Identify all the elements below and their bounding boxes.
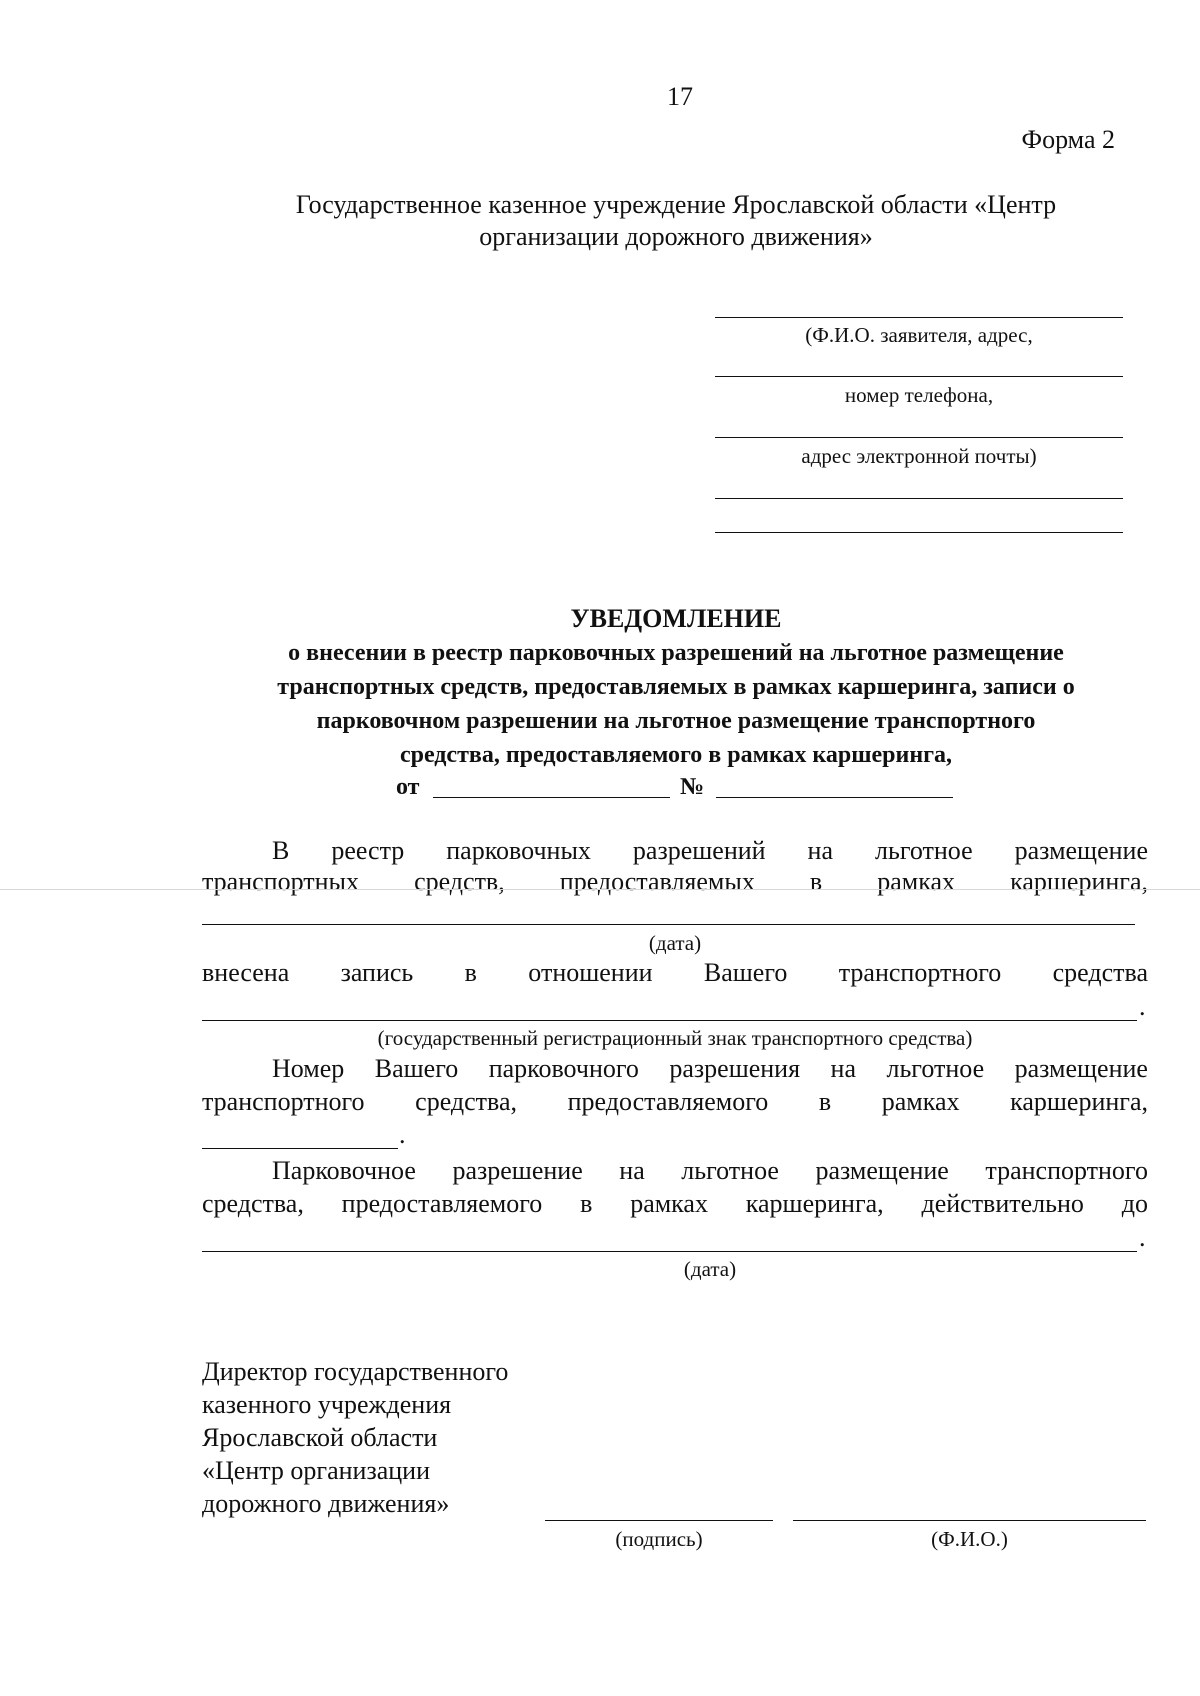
word: на (830, 1054, 856, 1083)
form-label: Форма 2 (1021, 125, 1115, 154)
word: парковочных (446, 836, 591, 865)
word: В (272, 836, 290, 865)
word: в (580, 1189, 593, 1218)
word: размещение (815, 1156, 949, 1185)
word: предоставляемого (567, 1087, 769, 1116)
org-header-line2: организации дорожного движения» (479, 222, 873, 251)
paragraph3-line2 (202, 1086, 1148, 1118)
applicant-label-name: (Ф.И.О. заявителя, адрес, (805, 323, 1033, 347)
notice-number-line[interactable] (716, 797, 953, 798)
paragraph4-line2 (202, 1188, 1148, 1220)
word: средства (1052, 958, 1148, 987)
paragraph1-line1 (272, 835, 1148, 867)
word: средства, (202, 1189, 304, 1218)
signature-label: (подпись) (615, 1527, 703, 1551)
word: на (807, 836, 834, 865)
paragraph1-line2 (202, 866, 1148, 898)
word: льготное (875, 836, 973, 865)
word: каршеринга, (745, 1189, 884, 1218)
signer-title-line5: дорожного движения» (202, 1489, 450, 1518)
entry-date-line[interactable] (202, 924, 1135, 925)
applicant-extra-line-1[interactable] (715, 498, 1123, 499)
notice-subtitle-line3: парковочном разрешении на льготное размещение транспортного (316, 708, 1036, 734)
permit-number-line[interactable] (202, 1148, 398, 1149)
word: каршеринга, (1010, 867, 1148, 896)
period-2: . (399, 1120, 406, 1149)
word: льготное (886, 1054, 985, 1083)
valid-until-date-label: (дата) (683, 1257, 737, 1281)
word: действительно (921, 1189, 1084, 1218)
word: отношении (528, 958, 653, 987)
word: внесена (202, 958, 290, 987)
entry-date-label: (дата) (648, 931, 702, 955)
word: транспортного (202, 1087, 365, 1116)
signer-title-line1: Директор государственного (202, 1357, 509, 1386)
word: каршеринга, (1010, 1087, 1148, 1116)
applicant-phone-line[interactable] (715, 376, 1123, 377)
notice-subtitle-line2: транспортных средств, предоставляемых в рамках каршеринга, записи о (277, 674, 1075, 700)
reg-sign-label: (государственный регистрационный знак транспортного средства) (377, 1026, 973, 1050)
valid-until-line[interactable] (202, 1251, 1137, 1252)
word: до (1121, 1189, 1148, 1218)
word: Вашего (374, 1054, 459, 1083)
word: Парковочное (272, 1156, 416, 1185)
word: льготное (681, 1156, 779, 1185)
word: разрешение (452, 1156, 583, 1185)
word: рамках (877, 867, 956, 896)
scan-artifact-line (0, 889, 1200, 890)
signer-name-label: (Ф.И.О.) (931, 1527, 1008, 1551)
word: размещение (1014, 836, 1148, 865)
period-1: . (1139, 992, 1146, 1021)
number-label: № (680, 774, 705, 800)
word: разрешения (669, 1054, 801, 1083)
word: рамках (630, 1189, 708, 1218)
word: средства, (415, 1087, 517, 1116)
signer-title-line4: «Центр организации (202, 1456, 430, 1485)
word: средств, (414, 867, 505, 896)
word: Номер (272, 1054, 345, 1083)
page-number: 17 (667, 82, 693, 111)
paragraph3-line1 (272, 1053, 1148, 1085)
paragraph4-line1 (272, 1155, 1148, 1187)
applicant-extra-line-2[interactable] (715, 532, 1123, 533)
applicant-label-email: адрес электронной почты) (801, 444, 1037, 468)
word: парковочного (488, 1054, 639, 1083)
word: реестр (331, 836, 405, 865)
notice-subtitle-line4: средства, предоставляемого в рамках каршеринга, (399, 742, 953, 768)
signer-title-line3: Ярославской области (202, 1423, 438, 1452)
word: в (464, 958, 477, 987)
applicant-name-line[interactable] (715, 317, 1123, 318)
word: предоставляемых (559, 867, 755, 896)
from-label: от (396, 774, 420, 800)
word: размещение (1014, 1054, 1148, 1083)
word: в (818, 1087, 832, 1116)
signer-title-line2: казенного учреждения (202, 1390, 452, 1419)
word: Вашего (703, 958, 788, 987)
paragraph2-line1 (202, 957, 1148, 989)
applicant-email-line[interactable] (715, 437, 1123, 438)
word: разрешений (632, 836, 766, 865)
word: запись (340, 958, 414, 987)
word: транспортных (202, 867, 359, 896)
org-header-line1: Государственное казенное учреждение Ярославской области «Центр (295, 190, 1057, 219)
word: в (809, 867, 823, 896)
word: транспортного (838, 958, 1002, 987)
word: транспортного (985, 1156, 1148, 1185)
notice-date-line[interactable] (433, 797, 670, 798)
notice-subtitle-line1: о внесении в реестр парковочных разрешений на льготное размещение (288, 640, 1064, 666)
signer-name-line[interactable] (793, 1520, 1146, 1521)
applicant-label-phone: номер телефона, (844, 383, 994, 407)
word: на (619, 1156, 645, 1185)
reg-sign-line[interactable] (202, 1020, 1137, 1021)
word: предоставляемого (341, 1189, 543, 1218)
period-3: . (1139, 1223, 1146, 1252)
signature-line[interactable] (545, 1520, 773, 1521)
word: рамках (881, 1087, 960, 1116)
notice-title: УВЕДОМЛЕНИЕ (570, 604, 782, 633)
